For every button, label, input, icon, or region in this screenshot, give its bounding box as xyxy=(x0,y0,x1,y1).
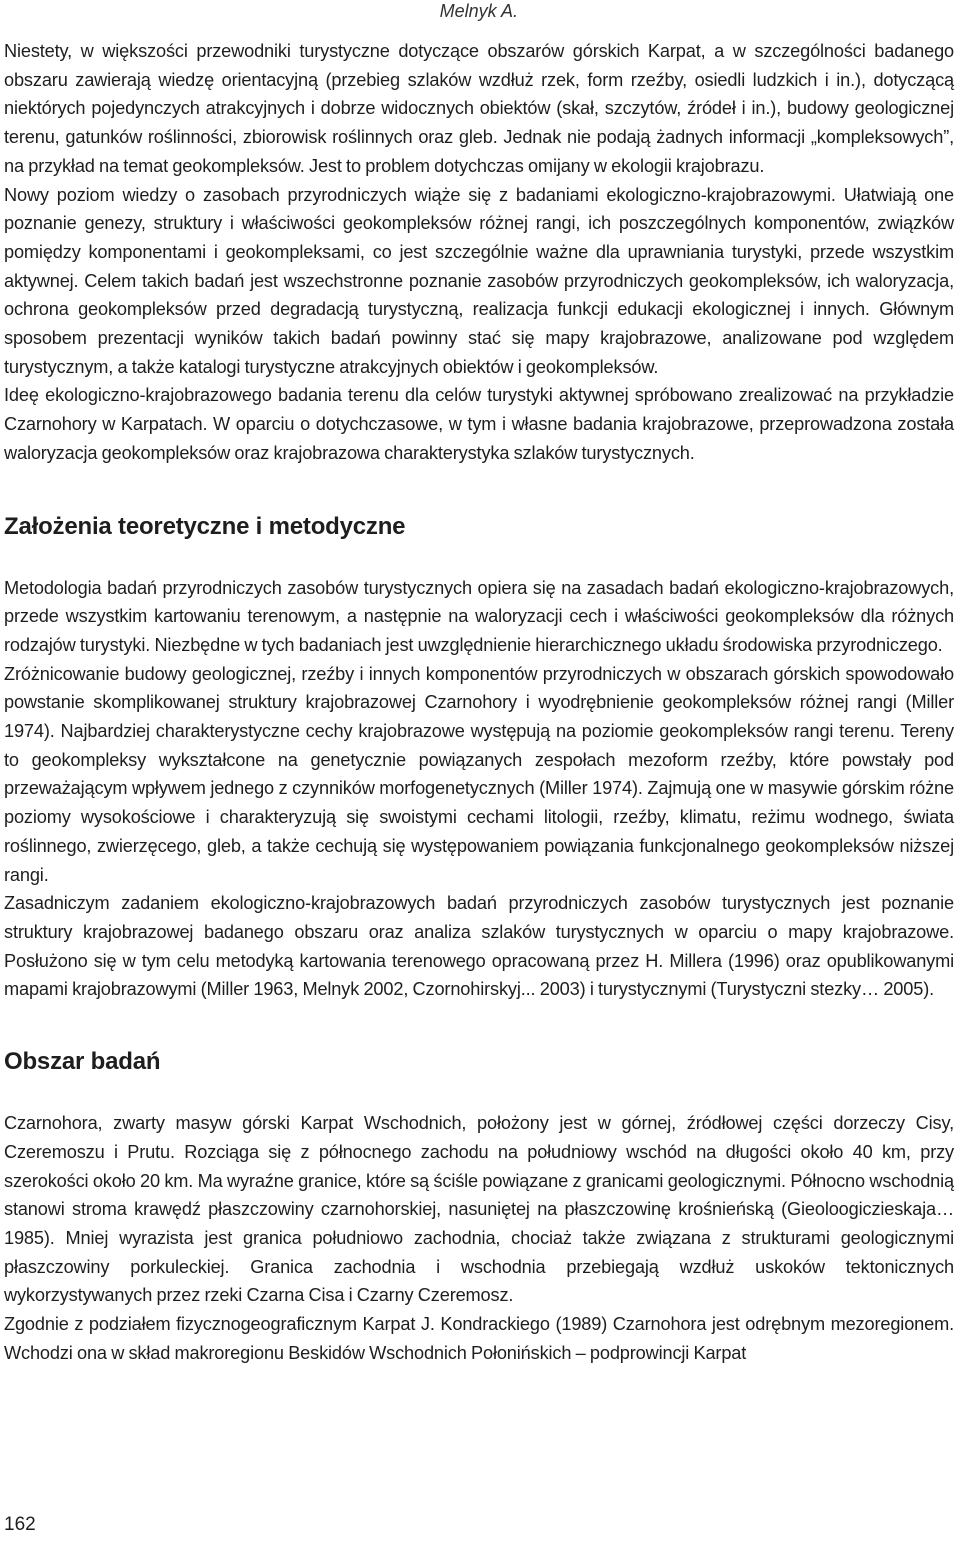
running-head-author: Melnyk A. xyxy=(439,1,518,21)
intro-paragraph-3: Ideę ekologiczno-krajobrazowego badania terenu dla celów turystyki aktywnej spróbowano zrealizować na przykładzie Czarnohory w Karpatach. W oparciu o dotychczasowe, w tym i własne badania krajobrazowe, przeprowadzona została waloryzacja geokompleksów oraz krajobrazowa charakterystyka szlaków turystycznych. xyxy=(4,385,954,463)
study-area-paragraph-2: Zgodnie z podziałem fizycznogeograficznym Karpat J. Kondrackiego (1989) Czarnohora jest odrębnym mezoregionem. Wchodzi ona w skład makroregionu Beskidów Wschodnich Połonińskich – podprowincji Karpat xyxy=(4,1314,954,1363)
section-heading-methodology: Założenia teoretyczne i metodyczne xyxy=(4,512,406,540)
methodology-paragraph-3: Zasadniczym zadaniem ekologiczno-krajobrazowych badań przyrodniczych zasobów turystycznych jest poznanie struktury krajobrazowej badanego obszaru oraz analiza szlaków turystycznych w oparciu o mapy krajobrazowe. Posłużono się w tym celu metodyką kartowania terenowego opracowaną przez H. Millera (1996) oraz opublikowanymi mapami krajobrazowymi (Miller 1963, Melnyk 2002, Czornohirskyj... 2003) i turystycznymi (Turystyczni stezky… 2005). xyxy=(4,893,954,1000)
methodology-paragraph-2: Zróżnicowanie budowy geologicznej, rzeźby i innych komponentów przyrodniczych w obszarach górskich spowodowało powstanie skomplikowanej struktury krajobrazowej Czarnohory i wyodrębnienie geokompleksów różnej rangi (Miller 1974). Najbardziej charakterystyczne cechy krajobrazowe występują na poziomie geokompleksów rangi terenu. Tereny to geokompleksy wykształcone na genetycznie powiązanych zespołach mezoform rzeźby, które powstały pod przeważającym wpływem jednego z czynników morfogenetycznych (Miller 1974). Zajmują one w masywie górskim różne poziomy wysokościowe i charakteryzują się swoistymi cechami litologii, rzeźby, klimatu, reżimu wodnego, świata roślinnego, zwierzęcego, gleb, a także cechują się występowaniem powiązania funkcjonalnego geokompleksów niższej rangi. xyxy=(4,663,954,885)
methodology-paragraph-1: Metodologia badań przyrodniczych zasobów turystycznych opiera się na zasadach badań ekologiczno-krajobrazowych, przede wszystkim kartowaniu terenowym, a następnie na waloryzacji cech i właściwości geokompleksów dla różnych rodzajów turystyki. Niezbędne w tych badaniach jest uwzględnienie hierarchicznego układu środowiska przyrodniczego. xyxy=(4,577,954,655)
intro-paragraph-2: Nowy poziom wiedzy o zasobach przyrodniczych wiąże się z badaniami ekologiczno-krajobrazowymi. Ułatwiają one poznanie genezy, struktury i właściwości geokompleksów różnej rangi, ich poszczególnych komponentów, związków pomiędzy komponentami i geokompleksami, co jest szczególnie ważne dla uprawniania turystyki, przede wszystkim aktywnej. Celem takich badań jest wszechstronne poznanie zasobów przyrodniczych geokompleksów, ich waloryzacja, ochrona geokompleksów przed degradacją turystyczną, realizacja funkcji edukacji ekologicznej i innych. Głównym sposobem prezentacji wyników takich badań powinny stać się mapy krajobrazowe, analizowane pod względem turystycznym, a także katalogi turystyczne atrakcyjnych obiektów i geokompleksów. xyxy=(4,184,954,377)
section-heading-study-area: Obszar badań xyxy=(4,1048,161,1076)
study-area-paragraph-1: Czarnohora, zwarty masyw górski Karpat Wschodnich, położony jest w górnej, źródłowej części dorzeczy Cisy, Czeremoszu i Prutu. Rozciąga się z północnego zachodu na południowy wschód na długości około 40 km, przy szerokości około 20 km. Ma wyraźne granice, które są ściśle powiązane z granicami geologicznymi. Północno wschodnią stanowi stroma krawędź płaszczowiny czarnohorskiej, nasuniętej na płaszczowinę krośnieńską (Gieoloogiczieskaja… 1985). Mniej wyrazista jest granica południowo zachodnia, chociaż także związana z strukturami geologicznymi płaszczowiny porkuleckiej. Granica zachodnia i wschodnia przebiegają wzdłuż uskoków tektonicznych wykorzystywanych przez rzeki Czarna Cisa i Czarny Czeremosz. xyxy=(4,1113,954,1306)
intro-paragraph-1: Niestety, w większości przewodniki turystyczne dotyczące obszarów górskich Karpat, a w szczególności badanego obszaru zawierają wiedzę orientacyjną (przebieg szlaków wzdłuż rzek, form rzeźby, osiedli ludzkich i in.), dotyczącą niektórych pojedynczych atrakcyjnych i dobrze widocznych obiektów (skał, szczytów, źródeł i in.), budowy geologicznej terenu, gatunków roślinności, zbiorowisk roślinnych oraz gleb. Jednak nie podają żadnych informacji „kompleksowych”, na przykład na temat geokompleksów. Jest to problem dotychczas omijany w ekologii krajobrazu. xyxy=(4,41,954,176)
page-number: 162 xyxy=(4,1514,36,1535)
page-body xyxy=(4,37,954,1367)
